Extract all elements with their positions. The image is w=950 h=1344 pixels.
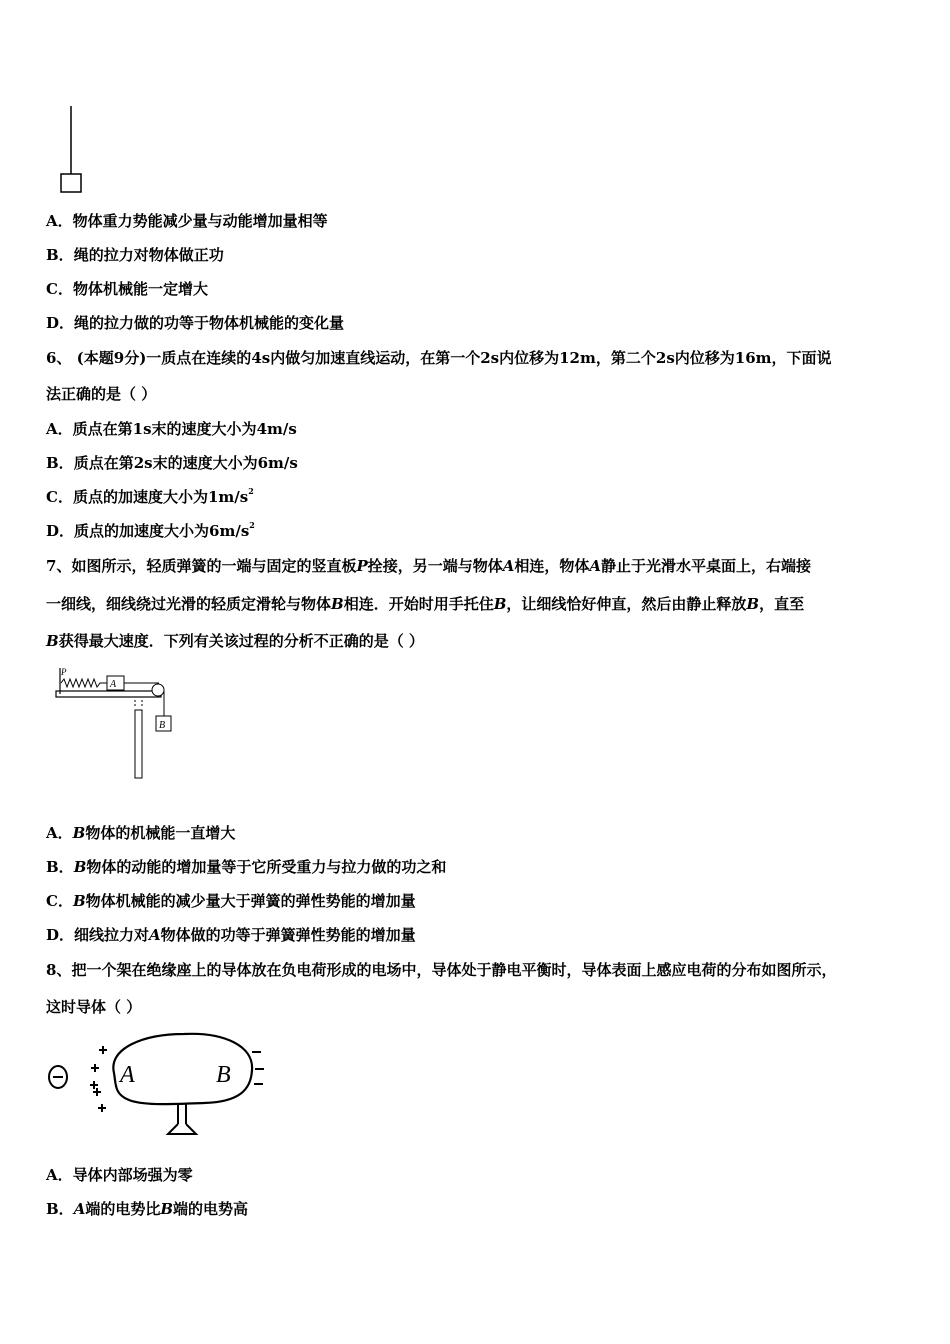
q7-stem-line2: 一细线，细线绕过光滑的轻质定滑轮与物体B相连．开始时用手托住B，让细线恰好伸直，然后由静止释放B，直至 [46,595,805,613]
hanging-block [61,174,81,192]
negative-charges-right [252,1052,264,1084]
q7-option-b: B．B物体的动能的增加量等于它所受重力与拉力做的功之和 [46,858,447,876]
q6-stem-line1: 6、 (本题9分)一质点在连续的4s内做匀加速直线运动，在第一个2s内位移为12m，第二个2s内位移为16m，下面说 [46,349,832,367]
q7-stem-line1: 7、如图所示，轻质弹簧的一端与固定的竖直板P拴接，另一端与物体A相连，物体A静止于光滑水平桌面上，右端接 [46,557,812,575]
q7-option-c: C．B物体机械能的减少量大于弹簧的弹性势能的增加量 [46,892,416,910]
q5-option-b: B．绳的拉力对物体做正功 [46,246,224,264]
q7-option-d: D．细线拉力对A物体做的功等于弹簧弹性势能的增加量 [46,926,416,944]
label-b: B [159,720,166,731]
q6-stem-line2: 法正确的是（ ） [46,385,157,403]
label-p: P [61,667,67,677]
positive-charges [90,1046,107,1112]
q5-option-c: C．物体机械能一定增大 [46,280,208,298]
q5-option-a: A．物体重力势能减少量与动能增加量相等 [46,212,328,230]
q8-option-a: A．导体内部场强为零 [46,1166,193,1184]
stand-base [168,1124,196,1134]
rope-block-figure [56,104,88,196]
q7-option-a: A．B物体的机械能一直增大 [46,824,236,842]
q8-stem-line1: 8、把一个架在绝缘座上的导体放在负电荷形成的电场中，导体处于静电平衡时，导体表面上感应电荷的分布如图所示， [46,961,837,979]
pulley [152,684,164,696]
q7-stem-line3: B获得最大速度．下列有关该过程的分析不正确的是（ ） [46,632,424,650]
q6-option-b: B．质点在第2s末的速度大小为6m/s [46,454,298,472]
table-leg [135,710,142,778]
conductor-figure [44,1028,274,1143]
q6-option-c: C．质点的加速度大小为$1m/s^2$ [46,486,254,506]
spring-pulley-figure [50,664,180,784]
q6-option-a: A．质点在第1s末的速度大小为4m/s [46,420,297,438]
q5-option-d: D．绳的拉力做的功等于物体机械能的变化量 [46,314,345,332]
q6-option-d: D．质点的加速度大小为$6m/s^2$ [46,520,255,540]
q8-option-b: B．A端的电势比B端的电势高 [46,1200,249,1218]
label-a: A [120,1062,135,1088]
table-top [56,691,161,697]
q8-stem-line2: 这时导体（ ） [46,998,142,1016]
label-a: A [110,679,117,690]
label-b: B [216,1062,231,1088]
spring [61,679,107,687]
